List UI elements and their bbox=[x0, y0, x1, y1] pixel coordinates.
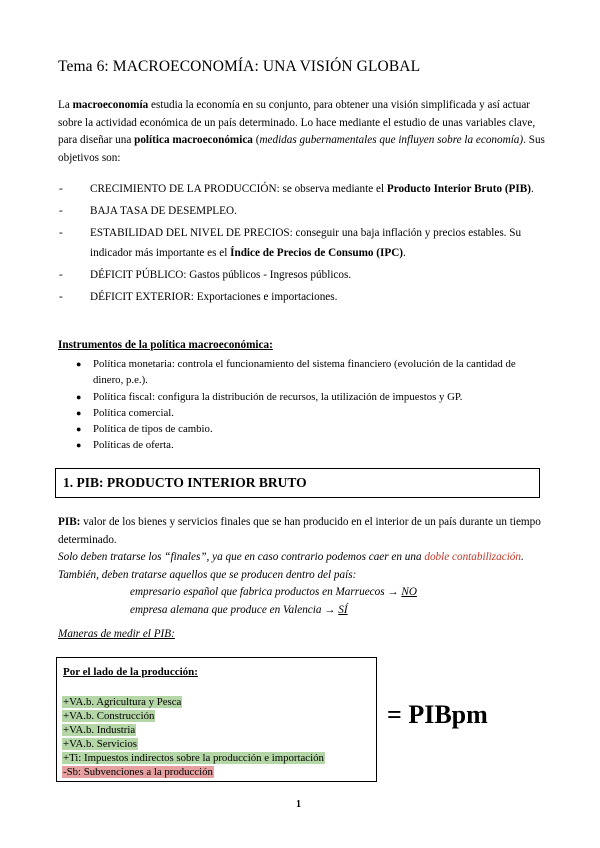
section-heading-box bbox=[55, 468, 540, 498]
list-item: ● Política monetaria: controla el funcionamiento del sistema financiero (evolución de la cantidad de dinero, p.e.). bbox=[76, 358, 516, 387]
objective-item: - ESTABILIDAD DEL NIVEL DE PRECIOS: conseguir una baja inflación y precios estables. Su indicador más importante es el Índice de Precios de Consumo (IPC). bbox=[59, 227, 522, 259]
production-box-heading: Por el lado de la producción: bbox=[63, 666, 198, 678]
list-item: ● Política comercial. bbox=[76, 406, 174, 419]
list-item: ● Políticas de oferta. bbox=[76, 439, 174, 452]
page-number: 1 bbox=[296, 799, 301, 810]
objective-item: - DÉFICIT EXTERIOR: Exportaciones e importaciones. bbox=[59, 291, 338, 303]
highlight-red-text: doble contabilización bbox=[424, 551, 521, 563]
page-title: Tema 6: MACROECONOMÍA: UNA VISIÓN GLOBAL bbox=[58, 58, 421, 75]
production-item: -Sb: Subvenciones a la producción bbox=[63, 766, 213, 778]
production-item: +VA.b. Construcción bbox=[63, 710, 155, 722]
production-item: +VA.b. Servicios bbox=[63, 738, 137, 750]
objective-item: - DÉFICIT PÚBLICO: Gastos públicos - Ingresos públicos. bbox=[59, 269, 352, 281]
objective-item: - BAJA TASA DE DESEMPLEO. bbox=[59, 205, 237, 217]
instruments-heading: Instrumentos de la política macroeconómica: bbox=[58, 339, 273, 351]
section-title: 1. PIB: PRODUCTO INTERIOR BRUTO bbox=[63, 475, 307, 490]
production-item: +VA.b. Agricultura y Pesca bbox=[63, 696, 182, 708]
pib-definition: PIB: valor de los bienes y servicios finales que se han producido en el interior de un país durante un tiempo determinado. Solo deben tratarse los “finales”, ya que en caso contrario podemos caer en una doble contabilización. También, deben tratarse aquellos que se producen dentro del país: empresario español que fabrica productos en Marruecos → NO empresa alemana que produce en Valencia → SÍ bbox=[58, 516, 541, 616]
production-item: +Ti: Impuestos indirectos sobre la producción e importación bbox=[63, 752, 324, 764]
list-item: ● Política de tipos de cambio. bbox=[76, 423, 213, 436]
objective-item: - CRECIMIENTO DE LA PRODUCCIÓN: se observa mediante el Producto Interior Bruto (PIB). bbox=[59, 183, 534, 195]
maneras-heading: Maneras de medir el PIB: bbox=[58, 628, 175, 640]
production-box bbox=[56, 657, 377, 782]
objectives-list bbox=[59, 179, 550, 309]
list-item: ● Política fiscal: configura la distribución de recursos, la utilización de impuestos y GP. bbox=[76, 390, 463, 403]
equals-pibpm: = PIBpm bbox=[387, 700, 488, 729]
production-item: +VA.b. Industria bbox=[63, 724, 136, 736]
intro-paragraph: La macroeconomía estudia la economía en su conjunto, para obtener una visión simplificada y así actuar sobre la actividad económica de un país determinado. Lo hace mediante el estudio de unas variables clave, para diseñar una política macroeconómica (medidas gubernamentales que influyen sobre la economía). Sus objetivos son: bbox=[58, 99, 545, 164]
instruments-list bbox=[76, 356, 548, 454]
